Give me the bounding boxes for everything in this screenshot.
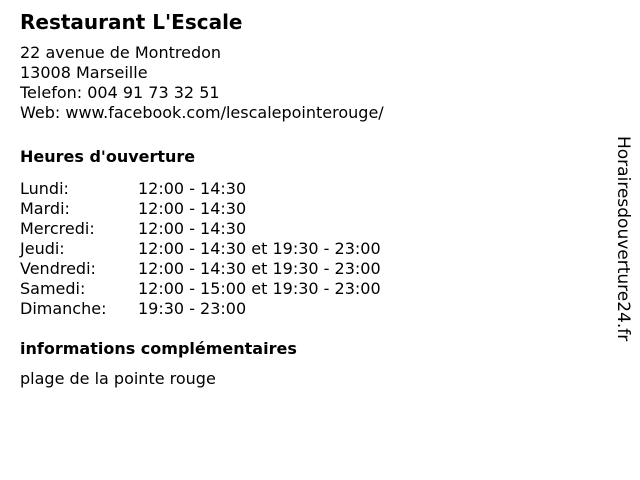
hours-day: Vendredi: <box>20 259 96 278</box>
hours-day: Mercredi: <box>20 219 95 238</box>
hours-time: 12:00 - 15:00 et 19:30 - 23:00 <box>138 279 381 298</box>
address-city: 13008 Marseille <box>20 63 148 82</box>
hours-row-saturday <box>20 279 600 299</box>
hours-row-sunday <box>20 299 600 319</box>
extra-info-text: plage de la pointe rouge <box>20 369 216 388</box>
hours-time: 12:00 - 14:30 et 19:30 - 23:00 <box>138 239 381 258</box>
website-link[interactable]: Web: www.facebook.com/lescalepointerouge/ <box>20 103 384 122</box>
hours-row-thursday <box>20 239 600 259</box>
hours-time: 19:30 - 23:00 <box>138 299 247 318</box>
hours-row-tuesday <box>20 199 600 219</box>
restaurant-info <box>20 10 600 389</box>
hours-time: 12:00 - 14:30 et 19:30 - 23:00 <box>138 259 381 278</box>
hours-day: Lundi: <box>20 179 69 198</box>
extra-info-heading: informations complémentaires <box>20 339 297 358</box>
hours-row-wednesday <box>20 219 600 239</box>
phone-number[interactable]: Telefon: 004 91 73 32 51 <box>20 83 220 102</box>
hours-time: 12:00 - 14:30 <box>138 219 247 238</box>
hours-day: Samedi: <box>20 279 86 298</box>
hours-table <box>20 179 600 319</box>
hours-day: Dimanche: <box>20 299 107 318</box>
hours-row-monday <box>20 179 600 199</box>
watermark: Horairesdouverture24.fr <box>613 136 633 342</box>
restaurant-name: Restaurant L'Escale <box>20 10 243 34</box>
address-block <box>20 43 600 123</box>
hours-heading: Heures d'ouverture <box>20 147 196 166</box>
hours-time: 12:00 - 14:30 <box>138 199 247 218</box>
hours-row-friday <box>20 259 600 279</box>
hours-time: 12:00 - 14:30 <box>138 179 247 198</box>
address-street: 22 avenue de Montredon <box>20 43 222 62</box>
hours-day: Jeudi: <box>20 239 65 258</box>
hours-day: Mardi: <box>20 199 70 218</box>
